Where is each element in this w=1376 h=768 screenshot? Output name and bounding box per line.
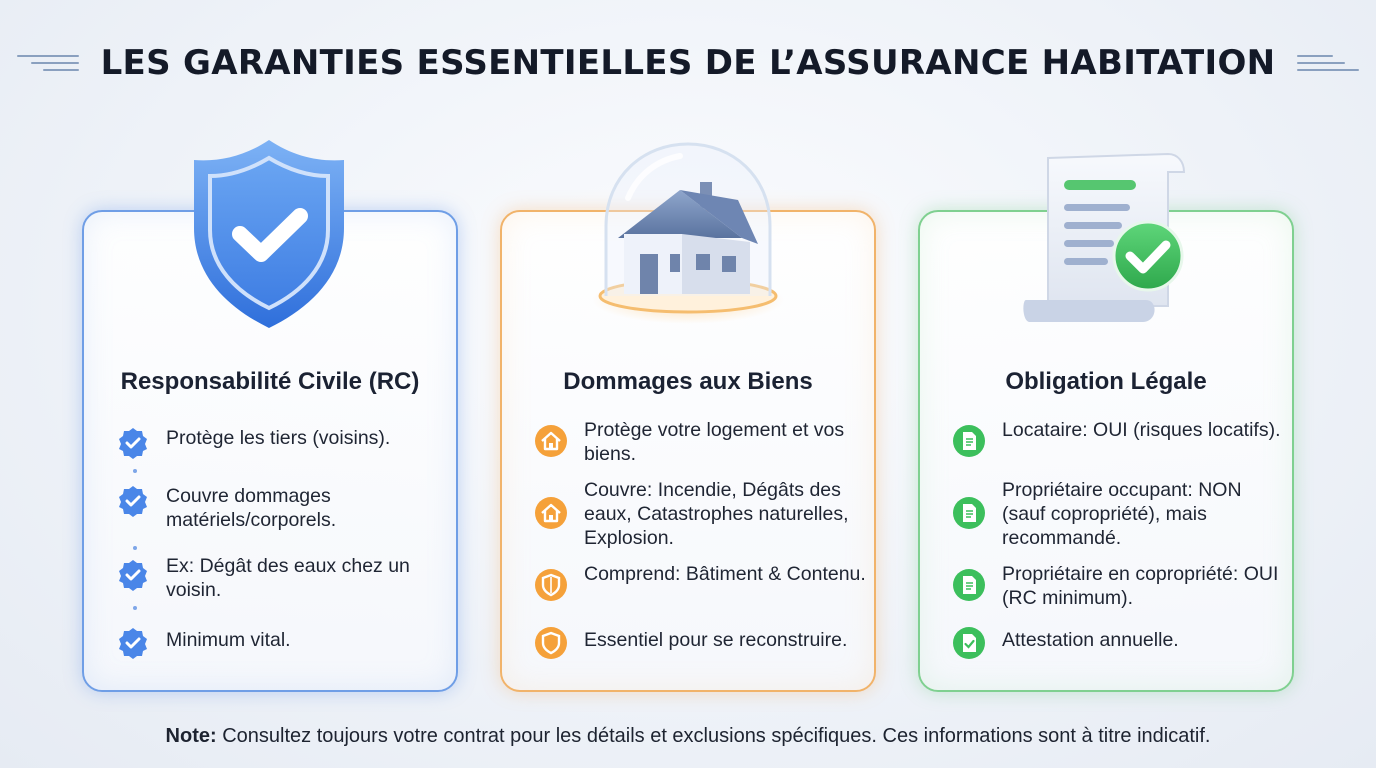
title-deco-right: [1297, 55, 1359, 71]
title-deco-left: [17, 55, 79, 71]
doc-icon: [952, 424, 986, 458]
shield-icon: [534, 626, 568, 660]
card-title: Obligation Légale: [1005, 368, 1207, 395]
badge-check-icon: [116, 626, 150, 660]
connector-dot: [133, 469, 137, 473]
item-text: Couvre dommages matériels/corporels.: [166, 485, 337, 531]
badge-check-icon: [116, 558, 150, 592]
document-check-icon: [1018, 150, 1190, 330]
house-icon: [534, 424, 568, 458]
note-text: Consultez toujours votre contrat pour les détails et exclusions spécifiques. Ces informations sont à titre indicatif.: [216, 725, 1211, 747]
note-label: Note:: [165, 725, 217, 747]
item-text: Attestation annuelle.: [1002, 629, 1179, 651]
badge-check-icon: [116, 484, 150, 518]
page-title: LES GARANTIES ESSENTIELLES DE L’ASSURANCE HABITATION: [100, 43, 1276, 83]
item-text: Essentiel pour se reconstruire.: [584, 629, 848, 651]
shield-check-icon: [188, 136, 350, 332]
item-text: Propriétaire en copropriété: OUI (RC minimum).: [1002, 563, 1279, 609]
item-text: Ex: Dégât des eaux chez un voisin.: [166, 555, 410, 601]
item-text: Protège les tiers (voisins).: [166, 427, 391, 449]
connector-dot: [133, 606, 137, 610]
card-title: Responsabilité Civile (RC): [120, 368, 420, 395]
header: [0, 38, 1376, 88]
item-text: Comprend: Bâtiment & Contenu.: [584, 563, 866, 585]
card-title: Dommages aux Biens: [563, 368, 813, 395]
badge-check-icon: [116, 426, 150, 460]
doc-check-icon: [952, 626, 986, 660]
house-icon: [534, 496, 568, 530]
item-text: Minimum vital.: [166, 629, 291, 651]
footer-note: [0, 725, 1376, 748]
doc-icon: [952, 568, 986, 602]
house-dome-icon: [588, 138, 788, 328]
doc-icon: [952, 496, 986, 530]
item-text: Protège votre logement et vos biens.: [584, 419, 845, 465]
item-text: Locataire: OUI (risques locatifs).: [1002, 419, 1281, 441]
connector-dot: [133, 546, 137, 550]
item-text: Couvre: Incendie, Dégâts des eaux, Catastrophes naturelles, Explosion.: [584, 479, 849, 549]
item-text: Propriétaire occupant: NON (sauf copropriété), mais recommandé.: [1002, 479, 1242, 549]
shield-icon: [534, 568, 568, 602]
